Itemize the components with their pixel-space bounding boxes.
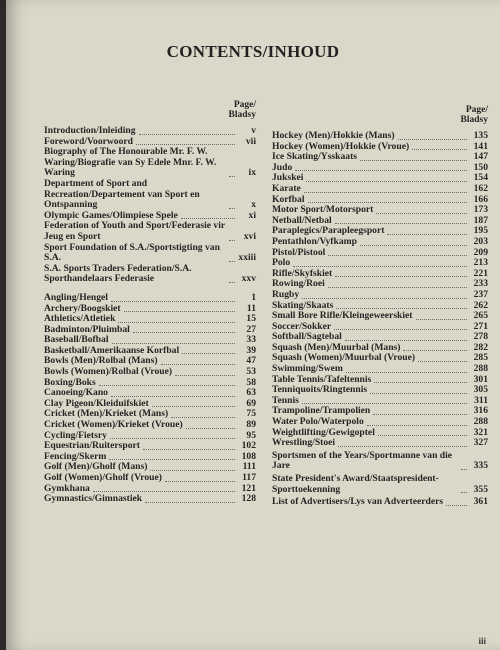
entry-title: Swimming/Swem	[272, 363, 343, 375]
entry-page-number: 305	[473, 384, 488, 396]
entry-title: Jukskei	[272, 172, 304, 184]
leader-dots	[367, 425, 467, 426]
entry-page-number: 278	[473, 331, 488, 343]
entry-title: State President's Award/Staatspresident-Sporttoekenning	[272, 473, 439, 495]
entry-page-number: 27	[246, 323, 256, 335]
entry-page-number: xxv	[241, 273, 256, 285]
leader-dots	[229, 282, 235, 283]
leader-dots	[143, 449, 235, 450]
leader-dots	[338, 446, 467, 447]
entry-title: Equestrian/Ruitersport	[44, 440, 140, 452]
entry-page-number: xxiii	[238, 252, 256, 264]
leader-dots	[387, 234, 467, 235]
contents-entry	[272, 131, 488, 142]
contents-entry	[272, 184, 488, 195]
entry-page-number: 203	[473, 235, 488, 247]
entry-title: Golf (Men)/Gholf (Mans)	[44, 461, 148, 473]
entry-page-number: 271	[473, 320, 488, 332]
entry-title: Motor Sport/Motorsport	[272, 204, 374, 216]
leader-dots	[229, 176, 235, 177]
entry-title: Canoeing/Kano	[44, 387, 108, 399]
entry-page-number: 233	[473, 278, 488, 290]
entry-page-number: 102	[241, 440, 256, 452]
leader-dots	[133, 332, 235, 333]
entry-title: List of Advertisers/Lys van Adverteerders	[272, 496, 444, 508]
leader-dots	[328, 287, 467, 288]
entry-page-number: 213	[473, 257, 488, 269]
leader-dots	[446, 505, 467, 506]
entry-title: Basketball/Amerikaanse Korfbal	[44, 344, 180, 356]
leader-dots	[161, 364, 235, 365]
leader-dots	[112, 343, 235, 344]
contents-entry	[272, 474, 488, 495]
entry-title: Weightlifting/Gewigoptel	[272, 426, 375, 438]
entry-page-number: 282	[473, 341, 488, 353]
leader-dots	[360, 245, 467, 246]
contents-column-right	[272, 105, 488, 508]
entry-title: Introduction/Inleiding	[44, 125, 136, 136]
entry-title: Federation of Youth and Sport/Federasie vir Jeug en Sport	[44, 220, 225, 242]
contents-entry	[272, 163, 488, 174]
entry-title: Polo	[272, 257, 291, 269]
entry-page-number: 187	[473, 214, 488, 226]
contents-entry	[272, 279, 488, 290]
entry-title: Water Polo/Waterpolo	[272, 416, 364, 428]
entry-title: Tenniquoits/Ringtennis	[272, 384, 368, 396]
entry-title: Squash (Women)/Muurbal (Vroue)	[272, 352, 416, 364]
entry-page-number: 316	[473, 405, 488, 417]
entry-title: Cricket (Women)/Krieket (Vroue)	[44, 419, 183, 431]
leader-dots	[336, 308, 467, 309]
entry-page-number: 335	[473, 460, 488, 472]
book-page	[6, 0, 500, 650]
entry-title: Korfbal	[272, 193, 305, 205]
entry-page-number: 221	[473, 267, 488, 279]
entry-page-number: xi	[248, 209, 256, 221]
entry-title: Tennis	[272, 394, 299, 406]
entry-page-number: 128	[241, 493, 256, 505]
leader-dots	[171, 417, 235, 418]
entry-page-number: 15	[246, 313, 256, 325]
entry-page-number: 1	[251, 291, 256, 303]
entry-title: Skating/Skaats	[272, 299, 334, 311]
leader-dots	[306, 181, 467, 182]
entry-page-number: 361	[473, 496, 488, 508]
entry-page-number: 33	[246, 334, 256, 346]
contents-entry	[272, 152, 488, 163]
entry-title: Foreword/Voorwoord	[44, 135, 133, 147]
contents-entry	[44, 243, 256, 264]
entry-title: Softball/Sagtebal	[272, 331, 342, 343]
entry-page-number: 11	[246, 302, 256, 314]
leader-dots	[461, 492, 467, 493]
entry-title: Small Bore Rifle/Kleingeweerskiet	[272, 310, 413, 322]
entry-page-number: 135	[473, 130, 488, 141]
entry-title: Athletics/Atletiek	[44, 313, 116, 325]
entry-title: Sport Foundation of S.A./Sportstigting van S.A.	[44, 241, 220, 264]
leader-dots	[302, 298, 467, 299]
entry-title: Ice Skating/Ysskaats	[272, 151, 358, 163]
leader-dots	[398, 139, 467, 140]
entry-title: Biography of The Honourable Mr. F. W. Waring/Biografie van Sy Edele Mnr. F. W. Waring	[44, 146, 217, 179]
contents-entry	[44, 147, 256, 179]
leader-dots	[418, 361, 467, 362]
entry-title: Badminton/Pluimbal	[44, 323, 130, 335]
entry-title: Rowing/Roei	[272, 278, 325, 290]
entry-title: Judo	[272, 161, 293, 173]
entry-title: S.A. Sports Traders Federation/S.A. Sporthandelaars Federasie	[44, 262, 192, 285]
leader-dots	[229, 261, 235, 262]
contents-column-left	[44, 100, 256, 505]
entry-page-number: 150	[473, 161, 488, 173]
leader-dots	[370, 393, 467, 394]
entry-title: Hockey (Men)/Hokkie (Mans)	[272, 130, 395, 141]
entry-page-number: xvi	[243, 230, 256, 242]
entry-page-number: 162	[473, 182, 488, 194]
leader-dots	[334, 329, 467, 330]
entry-title: Rifle/Skyfskiet	[272, 267, 333, 279]
leader-dots	[165, 481, 235, 482]
leader-dots	[186, 428, 235, 429]
entry-page-number: 53	[246, 366, 256, 378]
leader-dots	[373, 414, 467, 415]
contents-entry	[44, 293, 256, 304]
leader-dots	[308, 202, 467, 203]
entry-title: Angling/Hengel	[44, 291, 108, 303]
leader-dots	[293, 266, 467, 267]
entry-page-number: 121	[241, 482, 256, 494]
leader-dots	[416, 319, 467, 320]
leader-dots	[302, 403, 467, 404]
entry-page-number: 327	[473, 437, 488, 449]
leader-dots	[150, 470, 235, 471]
leader-dots	[376, 213, 467, 214]
entry-page-number: 63	[246, 387, 256, 399]
entry-page-number: 195	[473, 225, 488, 237]
contents-entry	[44, 494, 256, 505]
entry-page-number: vii	[245, 135, 256, 147]
sports-list-left	[44, 293, 256, 505]
leader-dots	[328, 255, 467, 256]
entry-page-number: 166	[473, 193, 488, 205]
page-column-header: Page/ Bladsy	[460, 105, 488, 125]
entry-title: Cricket (Men)/Krieket (Mans)	[44, 408, 169, 420]
entry-title: Wrestling/Stoei	[272, 437, 336, 449]
contents-entry	[272, 497, 488, 508]
leader-dots	[145, 502, 235, 503]
leader-dots	[229, 208, 235, 209]
front-matter-list	[44, 126, 256, 285]
entry-page-number: 89	[246, 419, 256, 431]
entry-page-number: 39	[246, 344, 256, 356]
entry-title: Hockey (Women)/Hokkie (Vroue)	[272, 140, 410, 152]
leader-dots	[374, 382, 467, 383]
contents-entry	[272, 237, 488, 248]
entry-page-number: 147	[473, 151, 488, 163]
sports-list-right	[272, 131, 488, 508]
entry-title: Sportsmen of the Years/Sportmanne van die Jare	[272, 449, 453, 472]
entry-title: Squash (Men)/Muurbal (Mans)	[272, 341, 401, 353]
leader-dots	[175, 375, 235, 376]
entry-page-number: 69	[246, 397, 256, 409]
entry-page-number: 154	[473, 172, 488, 184]
leader-dots	[378, 435, 467, 436]
entry-title: Department of Sport and Recreation/Departement van Sport en Ontspanning	[44, 177, 200, 211]
leader-dots	[335, 276, 467, 277]
contents-entry	[272, 385, 488, 396]
page-column-header: Page/ Bladsy	[228, 100, 256, 120]
entry-title: Karate	[272, 182, 301, 194]
entry-page-number: 237	[473, 288, 488, 300]
leader-dots	[139, 134, 235, 135]
entry-title: Soccer/Sokker	[272, 320, 332, 332]
entry-page-number: 355	[473, 483, 488, 495]
entry-page-number: 285	[473, 352, 488, 364]
contents-entry	[44, 221, 256, 242]
contents-entry	[44, 126, 256, 137]
leader-dots	[461, 469, 467, 470]
leader-dots	[345, 340, 467, 341]
entry-title: Golf (Women)/Gholf (Vroue)	[44, 472, 162, 483]
entry-page-number: x	[251, 199, 256, 211]
contents-entry	[44, 264, 256, 285]
entry-title: Rugby	[272, 288, 300, 300]
leader-dots	[111, 396, 235, 397]
entry-title: Pentathlon/Vyfkamp	[272, 235, 357, 247]
leader-dots	[412, 149, 467, 150]
entry-title: Olympic Games/Olimpiese Spele	[44, 209, 178, 221]
entry-title: Bowls (Men)/Rolbal (Mans)	[44, 355, 158, 367]
entry-page-number: 321	[473, 426, 488, 438]
entry-title: Archery/Boogskiet	[44, 302, 121, 314]
leader-dots	[99, 385, 235, 386]
entry-page-number: 288	[473, 363, 488, 375]
page-title: CONTENTS/INHOUD	[166, 42, 340, 61]
leader-dots	[109, 459, 235, 460]
entry-title: Pistol/Pistool	[272, 246, 326, 258]
entry-page-number: 95	[246, 429, 256, 441]
entry-title: Fencing/Skerm	[44, 450, 107, 462]
contents-entry	[272, 451, 488, 472]
entry-page-number: 117	[242, 472, 256, 483]
entry-title: Bowls (Women)/Rolbal (Vroue)	[44, 366, 173, 378]
entry-title: Gymkhana	[44, 482, 90, 494]
entry-title: Boxing/Boks	[44, 376, 96, 388]
entry-title: Gymnastics/Gimnastiek	[44, 493, 143, 505]
leader-dots	[182, 353, 235, 354]
entry-page-number: 209	[473, 246, 488, 258]
leader-dots	[124, 311, 235, 312]
leader-dots	[93, 491, 235, 492]
leader-dots	[403, 350, 467, 351]
contents-entry	[44, 473, 256, 484]
leader-dots	[118, 322, 235, 323]
leader-dots	[111, 301, 235, 302]
entry-page-number: 58	[246, 376, 256, 388]
entry-page-number: 75	[246, 408, 256, 420]
contents-entry	[272, 173, 488, 184]
entry-page-number: 173	[473, 204, 488, 216]
leader-dots	[229, 240, 235, 241]
entry-title: Trampoline/Trampolien	[272, 405, 371, 417]
entry-title: Netball/Netbal	[272, 214, 332, 226]
entry-page-number: ix	[248, 167, 256, 179]
entry-page-number: 108	[241, 450, 256, 462]
entry-page-number: 141	[473, 140, 488, 152]
entry-title: Cycling/Fietsry	[44, 429, 107, 441]
entry-page-number: 311	[474, 394, 488, 406]
leader-dots	[110, 438, 235, 439]
page-number: iii	[478, 636, 486, 646]
entry-page-number: 47	[246, 355, 256, 367]
leader-dots	[360, 160, 467, 161]
leader-dots	[335, 223, 467, 224]
contents-entry	[272, 438, 488, 449]
contents-entry	[272, 290, 488, 301]
entry-title: Baseball/Bofbal	[44, 334, 109, 346]
entry-page-number: 301	[473, 373, 488, 385]
leader-dots	[152, 406, 235, 407]
leader-dots	[304, 192, 467, 193]
entry-title: Table Tennis/Tafeltennis	[272, 373, 372, 385]
leader-dots	[136, 144, 235, 145]
entry-page-number: 262	[473, 299, 488, 311]
leader-dots	[181, 218, 235, 219]
entry-page-number: v	[251, 125, 256, 136]
entry-title: Paraplegics/Parapleegsport	[272, 225, 385, 237]
leader-dots	[346, 372, 467, 373]
contents-entry	[272, 248, 488, 259]
entry-title: Clay Pigeon/Kleiduifskiet	[44, 397, 149, 409]
contents-entry	[44, 179, 256, 211]
entry-page-number: 265	[473, 310, 488, 322]
entry-page-number: 288	[473, 416, 488, 428]
entry-page-number: 111	[242, 461, 256, 473]
leader-dots	[295, 170, 467, 171]
